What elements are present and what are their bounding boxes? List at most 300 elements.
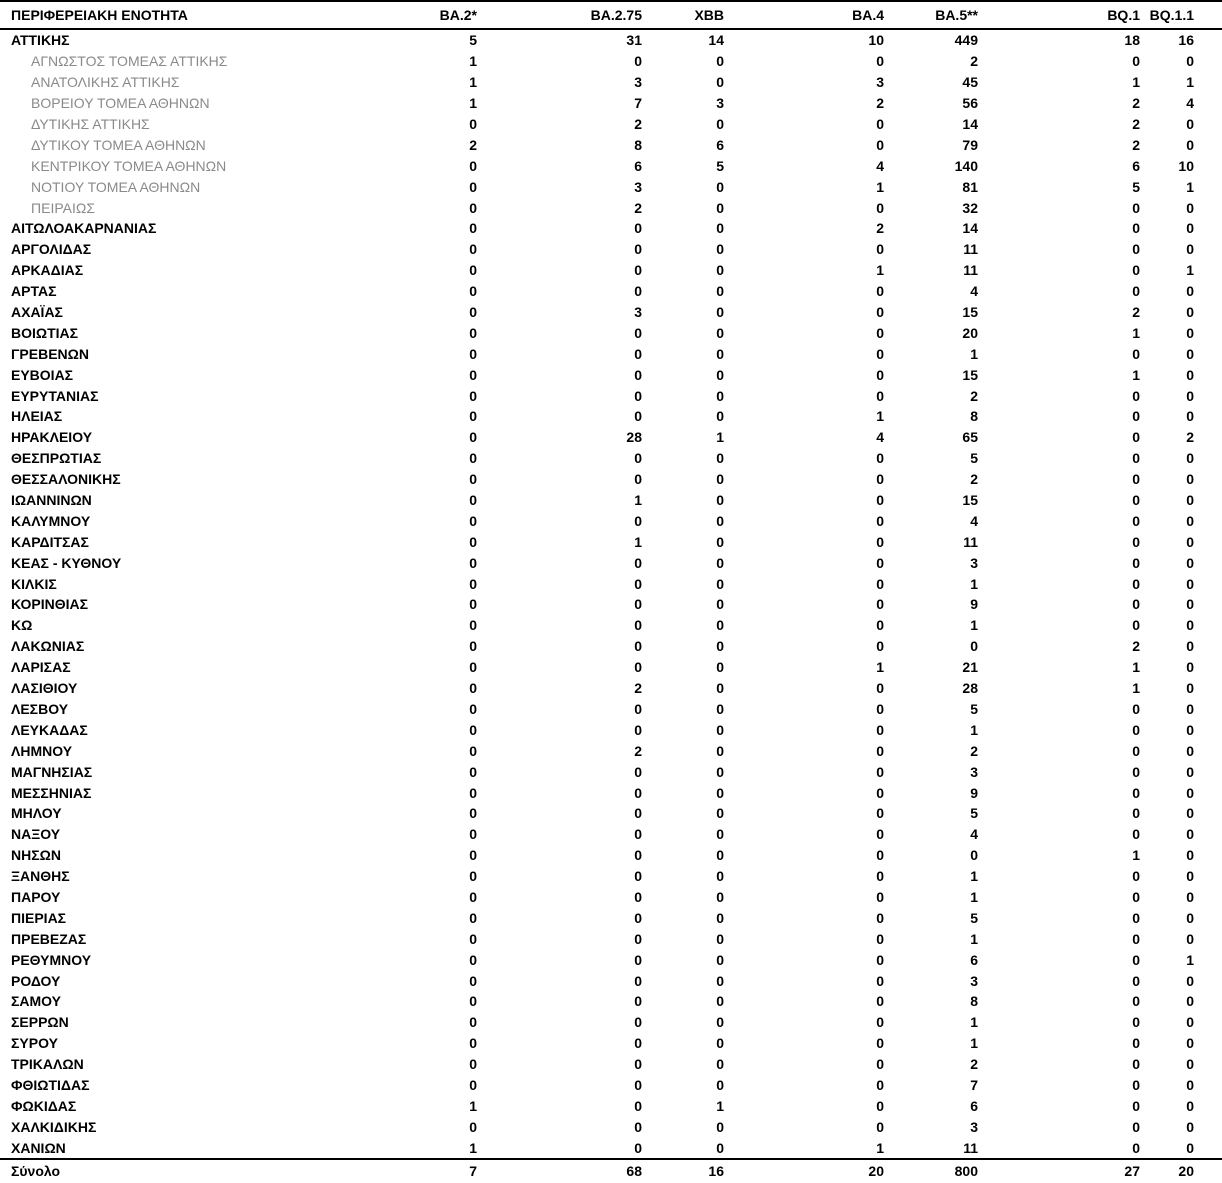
count-cell: 5: [970, 909, 978, 926]
count-cell: 0: [1186, 136, 1194, 153]
count-cell: 0: [716, 1035, 724, 1052]
region-name-cell: ΙΩΑΝΝΙΝΩΝ: [11, 492, 92, 509]
count-cell: 0: [876, 450, 884, 467]
count-cell: 0: [970, 847, 978, 864]
table-row: [0, 469, 1222, 490]
region-name-cell: ΣΕΡΡΩΝ: [11, 1014, 69, 1031]
count-cell: 0: [634, 1118, 642, 1135]
count-cell: 0: [469, 930, 477, 947]
count-cell: 0: [716, 700, 724, 717]
count-cell: 1: [1132, 324, 1140, 341]
count-cell: 15: [962, 304, 978, 321]
count-cell: 1: [876, 659, 884, 676]
count-cell: 2: [1132, 638, 1140, 655]
count-cell: 0: [1186, 53, 1194, 70]
total-count-cell: 68: [480, 1159, 642, 1182]
count-cell: 0: [1132, 471, 1140, 488]
total-count-cell: 20: [1140, 1159, 1222, 1182]
count-cell: 0: [876, 366, 884, 383]
count-cell: 0: [876, 596, 884, 613]
count-cell: 0: [716, 826, 724, 843]
count-cell: 0: [1132, 868, 1140, 885]
count-cell: 0: [716, 53, 724, 70]
count-cell: 0: [1186, 199, 1194, 216]
count-cell: 1: [469, 1139, 477, 1156]
region-name-cell: ΑΝΑΤΟΛΙΚΗΣ ΑΤΤΙΚΗΣ: [31, 74, 180, 91]
count-cell: 0: [716, 930, 724, 947]
count-cell: 0: [716, 408, 724, 425]
count-cell: 0: [634, 888, 642, 905]
count-cell: 0: [1186, 680, 1194, 697]
count-cell: 0: [1186, 366, 1194, 383]
count-cell: 0: [1132, 1097, 1140, 1114]
count-cell: 2: [634, 742, 642, 759]
count-cell: 0: [469, 826, 477, 843]
count-cell: 0: [876, 1118, 884, 1135]
count-cell: 0: [1132, 345, 1140, 362]
count-cell: 0: [1186, 387, 1194, 404]
count-cell: 0: [469, 805, 477, 822]
count-cell: 2: [1132, 116, 1140, 132]
count-cell: 0: [876, 868, 884, 885]
table-row: [0, 218, 1222, 239]
count-cell: 0: [634, 638, 642, 655]
count-cell: 4: [876, 429, 884, 446]
table-row: [0, 1033, 1222, 1054]
table-row: [0, 970, 1222, 991]
count-cell: 1: [1186, 262, 1194, 279]
count-cell: 0: [1186, 1076, 1194, 1093]
count-cell: 3: [970, 1118, 978, 1135]
column-header-region: ΠΕΡΙΦΕΡΕΙΑΚΗ ΕΝΟΤΗΤΑ: [0, 1, 355, 29]
table-row: [0, 824, 1222, 845]
count-cell: 8: [970, 993, 978, 1010]
region-name-cell: ΝΟΤΙΟΥ ΤΟΜΕΑ ΑΘΗΝΩΝ: [31, 178, 201, 195]
count-cell: 1: [876, 1139, 884, 1156]
count-cell: 2: [1132, 95, 1140, 112]
count-cell: 0: [716, 262, 724, 279]
count-cell: 0: [1132, 199, 1140, 216]
count-cell: 0: [469, 533, 477, 550]
count-cell: 0: [634, 993, 642, 1010]
table-subrow: [0, 72, 1222, 93]
count-cell: 0: [716, 680, 724, 697]
count-cell: 0: [716, 784, 724, 801]
count-cell: 0: [876, 847, 884, 864]
count-cell: 0: [469, 366, 477, 383]
count-cell: 3: [716, 95, 724, 112]
count-cell: 0: [876, 993, 884, 1010]
region-name-cell: ΧΑΝΙΩΝ: [11, 1139, 66, 1156]
region-name-cell: ΚΕΑΣ - ΚΥΘΝΟΥ: [11, 554, 122, 571]
count-cell: 0: [876, 888, 884, 905]
count-cell: 1: [1132, 680, 1140, 697]
count-cell: 0: [876, 136, 884, 153]
count-cell: 0: [1186, 324, 1194, 341]
count-cell: 0: [716, 763, 724, 780]
region-name-cell: ΔΥΤΙΚΟΥ ΤΟΜΕΑ ΑΘΗΝΩΝ: [31, 136, 206, 153]
count-cell: 0: [1186, 345, 1194, 362]
count-cell: 1: [634, 492, 642, 509]
count-cell: 0: [469, 471, 477, 488]
count-cell: 0: [469, 178, 477, 195]
count-cell: 0: [716, 575, 724, 592]
count-cell: 4: [970, 826, 978, 843]
count-cell: 0: [716, 450, 724, 467]
count-cell: 3: [970, 763, 978, 780]
count-cell: 0: [469, 554, 477, 571]
table-row: [0, 322, 1222, 343]
count-cell: 21: [962, 659, 978, 676]
count-cell: 0: [1132, 951, 1140, 968]
count-cell: 0: [1186, 742, 1194, 759]
region-name-cell: ΑΡΤΑΣ: [11, 283, 57, 300]
count-cell: 6: [970, 951, 978, 968]
count-cell: 0: [716, 909, 724, 926]
count-cell: 11: [963, 241, 978, 258]
count-cell: 0: [716, 471, 724, 488]
table-row: [0, 782, 1222, 803]
count-cell: 0: [634, 471, 642, 488]
count-cell: 2: [970, 1056, 978, 1073]
count-cell: 0: [1132, 1035, 1140, 1052]
count-cell: 7: [634, 95, 642, 112]
count-cell: 0: [1186, 116, 1194, 132]
count-cell: 0: [716, 512, 724, 529]
count-cell: 0: [1132, 241, 1140, 258]
region-name-cell: ΓΡΕΒΕΝΩΝ: [11, 345, 89, 362]
count-cell: 0: [1186, 1097, 1194, 1114]
count-cell: 11: [963, 1139, 978, 1156]
table-row: [0, 510, 1222, 531]
count-cell: 0: [716, 283, 724, 300]
count-cell: 0: [1132, 533, 1140, 550]
region-name-cell: ΞΑΝΘΗΣ: [11, 868, 70, 885]
region-name-cell: ΑΤΤΙΚΗΣ: [11, 32, 70, 49]
count-cell: 0: [876, 826, 884, 843]
count-cell: 81: [962, 178, 978, 195]
region-name-cell: ΛΕΣΒΟΥ: [11, 700, 69, 717]
count-cell: 0: [876, 742, 884, 759]
region-name-cell: ΑΡΚΑΔΙΑΣ: [11, 262, 84, 279]
count-cell: 0: [1132, 888, 1140, 905]
count-cell: 0: [469, 492, 477, 509]
count-cell: 0: [469, 262, 477, 279]
count-cell: 1: [469, 53, 477, 70]
count-cell: 0: [1132, 220, 1140, 237]
count-cell: 0: [876, 492, 884, 509]
table-row: [0, 281, 1222, 302]
table-row: [0, 803, 1222, 824]
count-cell: 0: [634, 721, 642, 738]
region-name-cell: ΛΑΡΙΣΑΣ: [11, 659, 71, 676]
count-cell: 0: [469, 157, 477, 174]
region-name-cell: ΦΘΙΩΤΙΔΑΣ: [11, 1076, 90, 1093]
count-cell: 5: [716, 157, 724, 174]
column-header-variant: XBB: [642, 1, 724, 29]
count-cell: 0: [716, 220, 724, 237]
count-cell: 0: [1186, 1139, 1194, 1156]
count-cell: 0: [876, 1056, 884, 1073]
count-cell: 0: [469, 345, 477, 362]
count-cell: 0: [634, 784, 642, 801]
table-row: [0, 531, 1222, 552]
count-cell: 1: [469, 95, 477, 112]
count-cell: 0: [469, 638, 477, 655]
count-cell: 0: [1132, 596, 1140, 613]
count-cell: 3: [970, 554, 978, 571]
count-cell: 0: [469, 116, 477, 132]
count-cell: 0: [876, 575, 884, 592]
count-cell: 0: [634, 450, 642, 467]
count-cell: 0: [634, 763, 642, 780]
total-count-cell: 16: [642, 1159, 724, 1182]
region-name-cell: ΦΩΚΙΔΑΣ: [11, 1097, 77, 1114]
count-cell: 3: [634, 74, 642, 91]
count-cell: 0: [1186, 1118, 1194, 1135]
count-cell: 0: [716, 345, 724, 362]
count-cell: 0: [469, 1014, 477, 1031]
count-cell: 28: [962, 680, 978, 697]
count-cell: 0: [634, 847, 642, 864]
count-cell: 3: [970, 972, 978, 989]
count-cell: 0: [634, 826, 642, 843]
count-cell: 0: [1186, 638, 1194, 655]
count-cell: 0: [876, 805, 884, 822]
count-cell: 0: [876, 700, 884, 717]
region-name-cell: ΚΩ: [11, 617, 33, 634]
count-cell: 6: [716, 136, 724, 153]
count-cell: 2: [1186, 429, 1194, 446]
count-cell: 4: [876, 157, 884, 174]
total-count-cell: 27: [978, 1159, 1140, 1182]
count-cell: 2: [970, 471, 978, 488]
count-cell: 0: [1186, 512, 1194, 529]
count-cell: 0: [469, 951, 477, 968]
count-cell: 14: [708, 32, 724, 49]
region-name-cell: ΒΟΡΕΙΟΥ ΤΟΜΕΑ ΑΘΗΝΩΝ: [31, 95, 210, 112]
table-row: [0, 678, 1222, 699]
region-name-cell: ΠΑΡΟΥ: [11, 888, 61, 905]
count-cell: 0: [1186, 492, 1194, 509]
count-cell: 0: [1186, 533, 1194, 550]
count-cell: 1: [970, 617, 978, 634]
count-cell: 0: [634, 324, 642, 341]
count-cell: 0: [716, 554, 724, 571]
region-name-cell: ΡΕΘΥΜΝΟΥ: [11, 951, 92, 968]
count-cell: 14: [962, 116, 978, 132]
column-header-variant: BA.2*: [355, 1, 480, 29]
table-row: [0, 573, 1222, 594]
count-cell: 0: [1132, 429, 1140, 446]
count-cell: 0: [1186, 450, 1194, 467]
region-name-cell: ΚΟΡΙΝΘΙΑΣ: [11, 596, 88, 613]
count-cell: 0: [469, 868, 477, 885]
count-cell: 0: [634, 930, 642, 947]
count-cell: 0: [1186, 888, 1194, 905]
region-name-cell: ΚΙΛΚΙΣ: [11, 575, 57, 592]
region-name-cell: ΠΕΙΡΑΙΩΣ: [31, 199, 95, 216]
count-cell: 0: [1186, 1056, 1194, 1073]
count-cell: 0: [634, 283, 642, 300]
count-cell: 0: [634, 241, 642, 258]
count-cell: 0: [716, 617, 724, 634]
column-header-variant: BA.4: [724, 1, 884, 29]
count-cell: 9: [970, 784, 978, 801]
count-cell: 2: [634, 116, 642, 132]
table-row: [0, 845, 1222, 866]
count-cell: 0: [469, 304, 477, 321]
table-body: [0, 29, 1222, 1159]
region-name-cell: ΒΟΙΩΤΙΑΣ: [11, 324, 79, 341]
count-cell: 0: [1186, 304, 1194, 321]
count-cell: 2: [634, 199, 642, 216]
table-subrow: [0, 93, 1222, 114]
count-cell: 0: [469, 659, 477, 676]
count-cell: 1: [634, 533, 642, 550]
count-cell: 0: [1186, 1035, 1194, 1052]
region-name-cell: ΛΑΚΩΝΙΑΣ: [11, 638, 85, 655]
count-cell: 0: [716, 659, 724, 676]
table-row: [0, 1075, 1222, 1096]
count-cell: 0: [716, 951, 724, 968]
table-row: [0, 1012, 1222, 1033]
count-cell: 0: [1132, 408, 1140, 425]
count-cell: 0: [1132, 554, 1140, 571]
count-cell: 1: [970, 721, 978, 738]
count-cell: 0: [469, 596, 477, 613]
count-cell: 0: [1132, 993, 1140, 1010]
count-cell: 1: [970, 888, 978, 905]
count-cell: 1: [970, 1035, 978, 1052]
region-name-cell: ΣΑΜΟΥ: [11, 993, 62, 1010]
count-cell: 0: [876, 951, 884, 968]
count-cell: 0: [1132, 763, 1140, 780]
count-cell: 0: [469, 241, 477, 258]
count-cell: 11: [963, 262, 978, 279]
count-cell: 0: [469, 220, 477, 237]
count-cell: 15: [962, 492, 978, 509]
table-row: [0, 887, 1222, 908]
count-cell: 0: [1132, 826, 1140, 843]
table-row: [0, 949, 1222, 970]
count-cell: 0: [1186, 763, 1194, 780]
count-cell: 0: [876, 638, 884, 655]
count-cell: 0: [1186, 554, 1194, 571]
count-cell: 0: [876, 721, 884, 738]
count-cell: 14: [962, 220, 978, 237]
count-cell: 0: [469, 721, 477, 738]
count-cell: 0: [1132, 1139, 1140, 1156]
count-cell: 1: [716, 429, 724, 446]
count-cell: 0: [469, 1035, 477, 1052]
count-cell: 3: [634, 178, 642, 195]
count-cell: 0: [1132, 387, 1140, 404]
table-subrow: [0, 134, 1222, 155]
region-name-cell: ΗΡΑΚΛΕΙΟΥ: [11, 429, 93, 446]
count-cell: 6: [1132, 157, 1140, 174]
count-cell: 0: [876, 909, 884, 926]
count-cell: 2: [634, 680, 642, 697]
count-cell: 0: [876, 116, 884, 132]
count-cell: 0: [469, 450, 477, 467]
count-cell: 1: [876, 262, 884, 279]
region-name-cell: ΑΡΓΟΛΙΔΑΣ: [11, 241, 92, 258]
count-cell: 0: [1186, 909, 1194, 926]
region-name-cell: ΕΥΒΟΙΑΣ: [11, 366, 74, 383]
column-header-variant: BQ.1: [978, 1, 1140, 29]
count-cell: 0: [634, 1076, 642, 1093]
table-header-row: [0, 1, 1222, 29]
count-cell: 0: [716, 241, 724, 258]
count-cell: 0: [469, 575, 477, 592]
count-cell: 0: [876, 1035, 884, 1052]
count-cell: 0: [1132, 909, 1140, 926]
count-cell: 0: [876, 512, 884, 529]
count-cell: 0: [876, 53, 884, 70]
count-cell: 0: [1186, 659, 1194, 676]
region-name-cell: ΚΕΝΤΡΙΚΟΥ ΤΟΜΕΑ ΑΘΗΝΩΝ: [31, 157, 227, 174]
count-cell: 0: [469, 700, 477, 717]
region-name-cell: ΛΕΥΚΑΔΑΣ: [11, 721, 88, 738]
table-row: [0, 490, 1222, 511]
table-row: [0, 615, 1222, 636]
count-cell: 0: [1132, 1014, 1140, 1031]
count-cell: 0: [876, 972, 884, 989]
count-cell: 1: [1132, 74, 1140, 91]
count-cell: 4: [970, 512, 978, 529]
count-cell: 1: [469, 1097, 477, 1114]
count-cell: 0: [970, 638, 978, 655]
count-cell: 0: [469, 1118, 477, 1135]
count-cell: 0: [634, 1014, 642, 1031]
count-cell: 0: [876, 324, 884, 341]
count-cell: 2: [469, 136, 477, 153]
table-subrow: [0, 176, 1222, 197]
count-cell: 0: [1186, 220, 1194, 237]
region-name-cell: ΘΕΣΠΡΩΤΙΑΣ: [11, 450, 102, 467]
count-cell: 56: [962, 95, 978, 112]
table-row: [0, 740, 1222, 761]
region-name-cell: ΛΗΜΝΟΥ: [11, 742, 73, 759]
count-cell: 0: [634, 575, 642, 592]
region-name-cell: ΑΙΤΩΛΟΑΚΑΡΝΑΝΙΑΣ: [11, 220, 157, 237]
region-name-cell: ΘΕΣΣΑΛΟΝΙΚΗΣ: [11, 471, 121, 488]
count-cell: 1: [970, 868, 978, 885]
count-cell: 0: [634, 345, 642, 362]
count-cell: 1: [716, 1097, 724, 1114]
table-row: [0, 385, 1222, 406]
count-cell: 0: [469, 387, 477, 404]
count-cell: 0: [1132, 1076, 1140, 1093]
count-cell: 6: [970, 1097, 978, 1114]
count-cell: 0: [1132, 721, 1140, 738]
count-cell: 0: [1186, 868, 1194, 885]
count-cell: 3: [634, 304, 642, 321]
count-cell: 0: [876, 345, 884, 362]
count-cell: 1: [469, 74, 477, 91]
count-cell: 0: [1186, 617, 1194, 634]
count-cell: 0: [716, 993, 724, 1010]
count-cell: 0: [634, 1097, 642, 1114]
count-cell: 0: [716, 888, 724, 905]
count-cell: 0: [876, 533, 884, 550]
table-row: [0, 260, 1222, 281]
count-cell: 0: [716, 178, 724, 195]
count-cell: 0: [469, 429, 477, 446]
region-name-cell: ΕΥΡΥΤΑΝΙΑΣ: [11, 387, 99, 404]
count-cell: 0: [469, 909, 477, 926]
